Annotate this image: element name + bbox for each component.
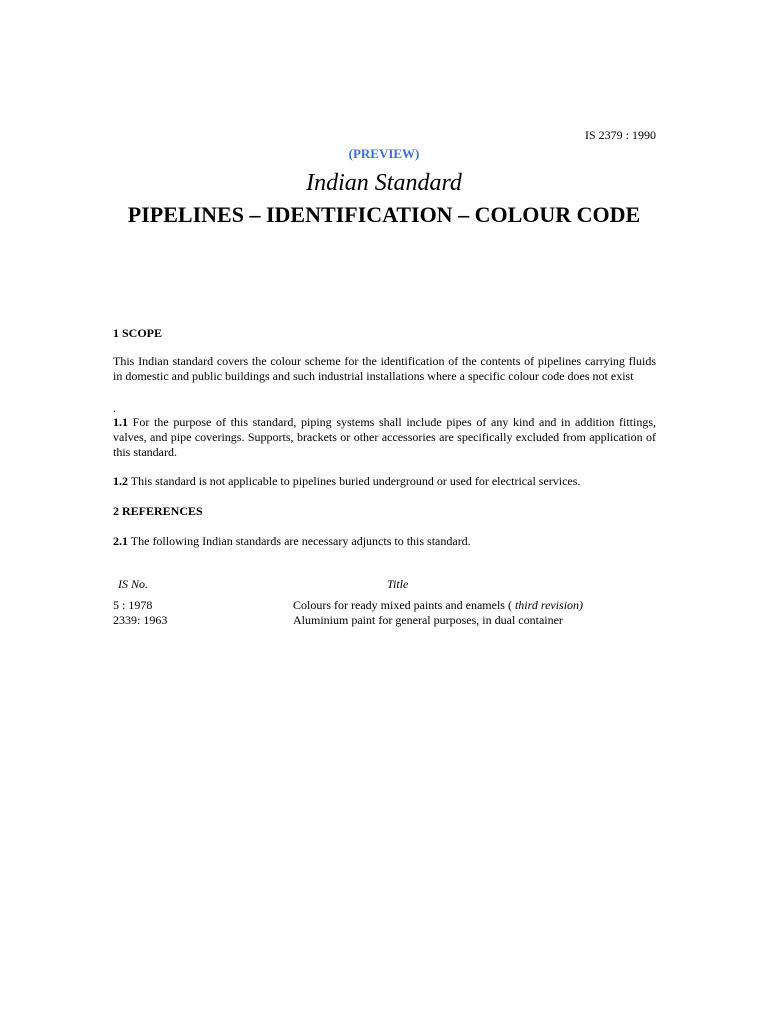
- scope-stray-dot: .: [113, 401, 116, 415]
- ref-title: [293, 598, 583, 613]
- clause-1-2-number: 1.2: [113, 474, 128, 488]
- clause-1-1-text: For the purpose of this standard, piping systems shall include pipes of any kind and in addition fittings, valves, and pipe coverings. Supports, brackets or other accessories are specifically excluded from application of this standard.: [113, 415, 656, 459]
- standard-number: IS 2379 : 1990: [584, 128, 656, 142]
- ref-is-no: 2339: 1963: [113, 613, 168, 627]
- references-heading: 2 REFERENCES: [113, 504, 203, 518]
- clause-1-2: [113, 474, 656, 489]
- ref-is-no: 5 : 1978: [113, 598, 153, 612]
- clause-1-1: [113, 415, 656, 460]
- clause-1-1-number: 1.1: [113, 415, 128, 429]
- standard-label: Indian Standard: [306, 170, 462, 196]
- ref-title-text: Colours for ready mixed paints and enamels (: [293, 598, 515, 612]
- scope-heading: 1 SCOPE: [113, 326, 163, 340]
- ref-column-title: Title: [387, 577, 409, 591]
- clause-2-1-number: 2.1: [113, 534, 128, 548]
- clause-2-1-text: The following Indian standards are necessary adjuncts to this standard.: [128, 534, 471, 548]
- clause-2-1: [113, 534, 656, 549]
- document-title: PIPELINES – IDENTIFICATION – COLOUR CODE: [127, 202, 641, 227]
- ref-title-text: Aluminium paint for general purposes, in dual container: [293, 613, 563, 627]
- ref-title-italic: third revision): [514, 598, 584, 612]
- scope-intro: This Indian standard covers the colour scheme for the identification of the contents of pipelines carrying fluids in domestic and public buildings and such industrial installations where a specific colour code does not exist: [113, 354, 656, 383]
- ref-column-is-no: IS No.: [118, 577, 148, 591]
- clause-1-2-text: This standard is not applicable to pipelines buried underground or used for electrical services.: [128, 474, 581, 488]
- ref-title: [293, 613, 563, 628]
- preview-label: (PREVIEW): [348, 146, 420, 161]
